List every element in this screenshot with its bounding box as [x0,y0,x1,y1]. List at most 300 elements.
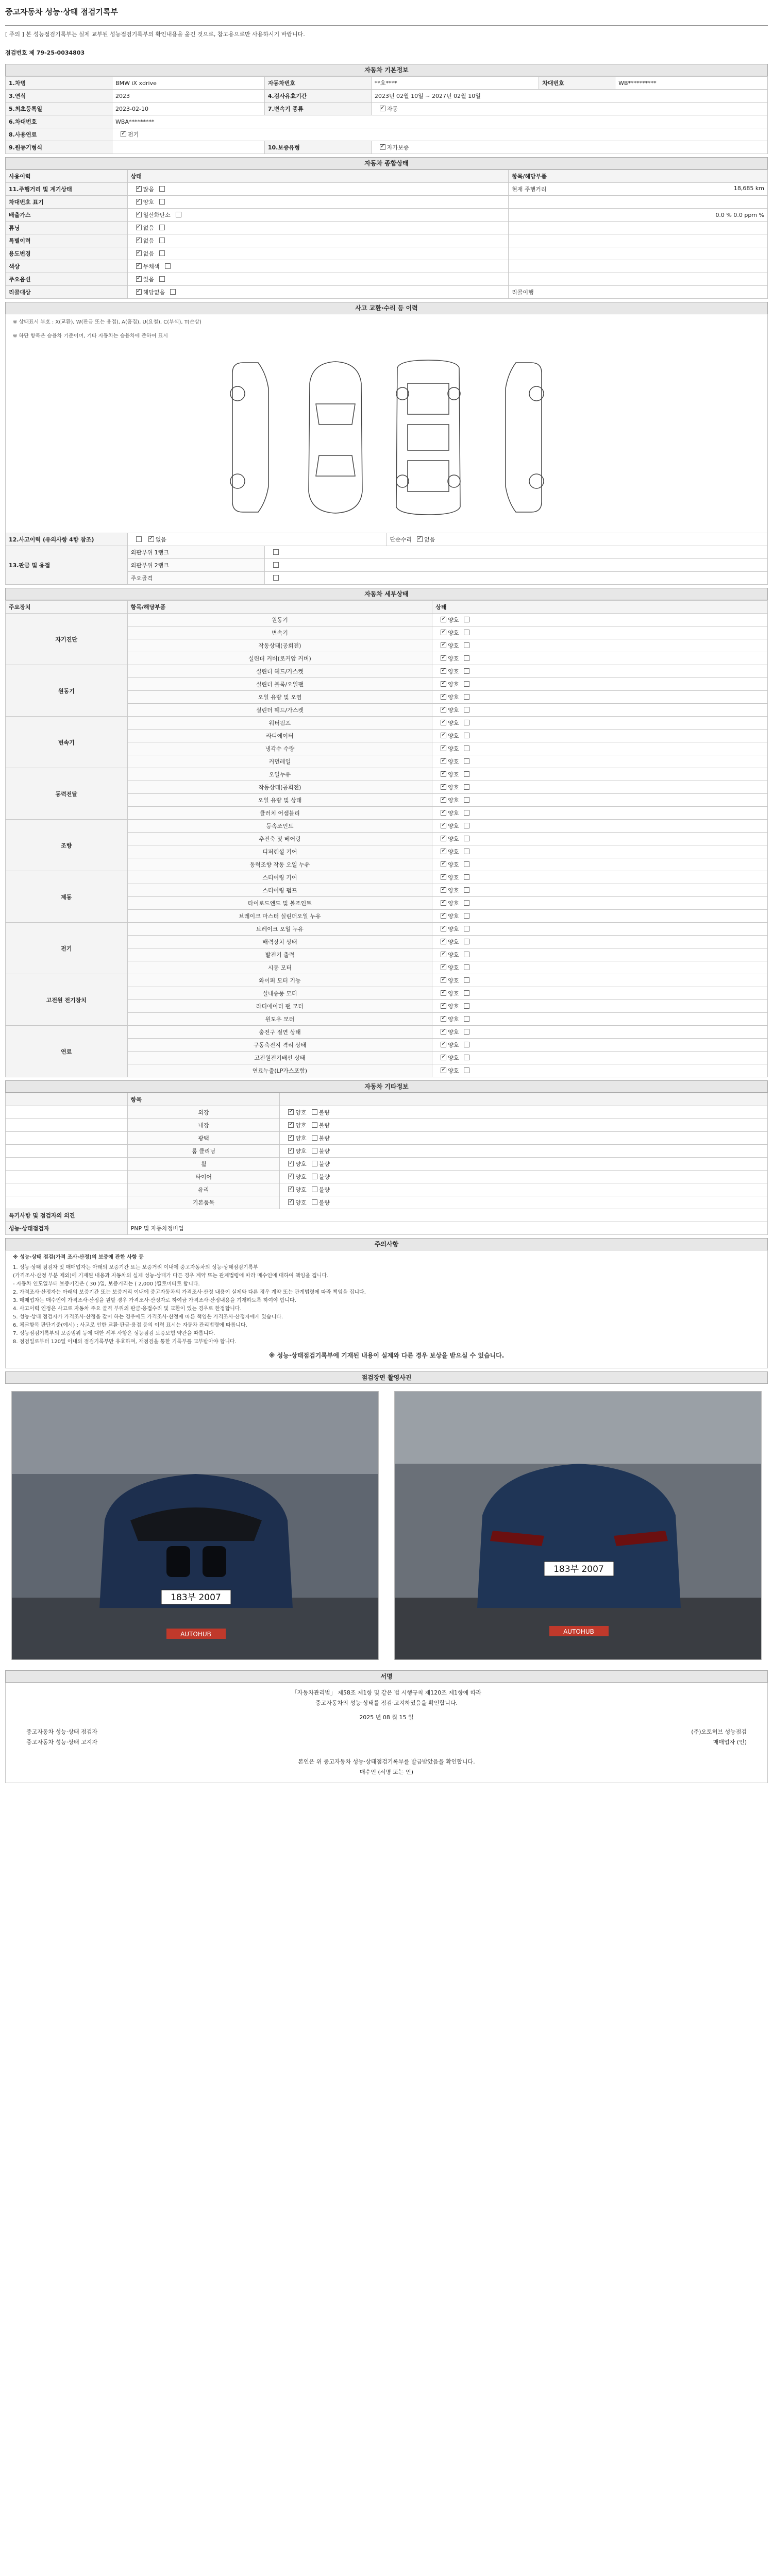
other-row-label: 유리 [127,1183,280,1196]
detail-good-checkbox[interactable] [441,758,446,764]
plate-value: **호**** [371,77,539,90]
detail-bad-checkbox[interactable] [464,758,469,764]
detail-group-label: 변속기 [6,717,128,768]
front-lift-brand: AUTOHUB [180,1631,211,1638]
detail-state-value: 양호 [448,849,459,855]
detail-item-label: 냉각수 수량 [127,742,432,755]
detail-bad-checkbox[interactable] [464,926,469,931]
notice-line: 6. 체크항목 판단기준(예시) : 사고로 인한 교환·판금·용접 등의 이력 표시는 자동차 관리법령에 따릅니다. [13,1323,247,1328]
detail-row [6,717,768,730]
other-good-value: 양호 [295,1122,307,1129]
detail-good-checkbox[interactable] [441,964,446,970]
general-row [6,247,768,260]
detail-bad-checkbox[interactable] [464,849,469,854]
detail-item-label: 추진축 및 베어링 [127,833,432,845]
general-row-checkbox[interactable] [136,225,142,230]
rank1-checkbox[interactable] [273,549,279,555]
detail-state-value: 양호 [448,1029,459,1036]
detail-bad-checkbox[interactable] [464,861,469,867]
detail-good-checkbox[interactable] [441,1003,446,1009]
detail-good-checkbox[interactable] [441,939,446,944]
outer-rank-2-label: 외판부위 2랭크 [127,559,264,572]
detail-item-label: 브레이크 오일 누유 [127,923,432,936]
rear-photo [394,1391,762,1660]
detail-bad-checkbox[interactable] [464,1055,469,1060]
accident-history-label: 12.사고이력 (유의사항 4항 참조) [6,533,128,546]
other-row [6,1183,768,1196]
detail-good-checkbox[interactable] [441,1016,446,1022]
detail-bad-checkbox[interactable] [464,874,469,880]
detail-state-value: 양호 [448,771,459,778]
accident-yes-checkbox[interactable] [136,536,142,542]
special-notes-label: 특기사항 및 점검자의 의견 [6,1209,128,1222]
detail-row [6,768,768,781]
warranty-label: 10.보증유형 [264,141,371,154]
inspection-validity-label: 4.검사유효기간 [264,90,371,103]
section-notices: 주의사항 [5,1238,768,1250]
inspector-sign-value: (주)오토허브 성능점검 [691,1728,747,1735]
car-top-view [309,362,362,513]
detail-item-label: 배력장치 상태 [127,936,432,948]
detail-good-checkbox[interactable] [441,887,446,893]
detail-bad-checkbox[interactable] [464,630,469,635]
other-info-table [5,1093,768,1235]
basic-info-table [5,76,768,154]
other-row-label: 휠 [127,1158,280,1171]
detail-bad-checkbox[interactable] [464,1016,469,1022]
other-good-checkbox[interactable] [288,1161,294,1166]
detail-item-label: 변속기 [127,626,432,639]
signature-line-1: 「자동차관리법」 제58조 제1항 및 같은 법 시행규칙 제120조 제1항에 따라 [291,1689,482,1696]
other-row [6,1196,768,1209]
accident-legend-1: ※ 상태표시 부호 : X(교환), W(판금 또는 용접), A(흠집), U(요철), C(부식), T(손상) [13,319,201,325]
detail-bad-checkbox[interactable] [464,720,469,725]
rank2-checkbox[interactable] [273,562,279,568]
buyer-confirm: 본인은 위 중고자동차 성능·상태점검기록부를 발급받았음을 확인합니다. [298,1758,475,1765]
section-photos: 점검장면 촬영사진 [5,1371,768,1384]
detail-state-value: 양호 [448,964,459,971]
detail-item-label: 시동 모터 [127,961,432,974]
vin-value: WB********** [615,77,768,90]
detail-item-label: 연료누출(LP가스포함) [127,1064,432,1077]
detail-state-value: 양호 [448,694,459,701]
other-good-checkbox[interactable] [288,1148,294,1154]
detail-good-checkbox[interactable] [441,630,446,635]
general-row-checkbox-alt[interactable] [159,199,165,205]
car-frame-view [396,360,460,515]
detail-bad-checkbox[interactable] [464,990,469,996]
detail-good-checkbox[interactable] [441,926,446,931]
detail-bad-checkbox[interactable] [464,977,469,983]
detail-item-label: 발전기 출력 [127,948,432,961]
other-bad-value: 불량 [318,1187,330,1193]
signature-block [5,1683,768,1783]
detail-item-label: 충전구 절연 상태 [127,1026,432,1039]
notice-line: 3. 매매업자는 매수인이 가격조사·산정을 원할 경우 가격조사·산정자로 하여금 가격조사·산정내용을 기재하도록 하여야 합니다. [13,1298,296,1303]
detail-good-checkbox[interactable] [441,849,446,854]
detail-state-value: 양호 [448,977,459,984]
fuel-checkbox[interactable] [121,131,126,137]
detail-state-value: 양호 [448,617,459,623]
general-row [6,209,768,222]
detail-good-checkbox[interactable] [441,1067,446,1073]
detail-item-label: 오일누유 [127,768,432,781]
detail-good-checkbox[interactable] [441,1029,446,1035]
general-row-checkbox-alt[interactable] [159,276,165,282]
detail-state-value: 양호 [448,655,459,662]
detail-item-label: 원동기 [127,614,432,626]
front-plate-text: 183부 2007 [171,1592,221,1603]
detail-item-label: 클러치 어셈블리 [127,807,432,820]
general-row-checkbox[interactable] [136,263,142,269]
detail-bad-checkbox[interactable] [464,1003,469,1009]
first-reg-label: 5.최초등록일 [6,103,112,115]
general-row-value: 18,685 km [733,185,764,192]
detail-state-value: 양호 [448,926,459,933]
year-value: 2023 [112,90,265,103]
general-row-label: 주요옵션 [6,273,128,286]
detail-good-checkbox[interactable] [441,617,446,622]
detail-good-checkbox[interactable] [441,707,446,713]
transmission-checkbox[interactable] [380,106,385,111]
detail-bad-checkbox[interactable] [464,745,469,751]
other-good-checkbox[interactable] [288,1199,294,1205]
detail-bad-checkbox[interactable] [464,784,469,790]
detail-bad-checkbox[interactable] [464,681,469,687]
detail-condition-table [5,600,768,1077]
detail-state-value: 양호 [448,797,459,804]
other-good-checkbox[interactable] [288,1135,294,1141]
general-row-label: 11.주행거리 및 계기상태 [6,183,128,196]
other-good-value: 양호 [295,1199,307,1206]
detail-group-label: 연료 [6,1026,128,1077]
detail-item-label: 오일 유량 및 상태 [127,794,432,807]
detail-bad-checkbox[interactable] [464,810,469,816]
detail-good-checkbox[interactable] [441,977,446,983]
detail-item-label: 동력조향 작동 오일 누유 [127,858,432,871]
other-good-checkbox[interactable] [288,1109,294,1115]
detail-good-checkbox[interactable] [441,900,446,906]
detail-item-label: 등속조인트 [127,820,432,833]
detail-col-device: 주요장치 [6,601,128,614]
detail-state-value: 양호 [448,823,459,829]
notice-line: 8. 점검일로부터 120일 이내의 점검기록부만 유효하며, 재점검을 통한 기록부를 교부받아야 합니다. [13,1339,237,1345]
detail-bad-checkbox[interactable] [464,642,469,648]
notice-title: ※ 성능·상태 점검(가격 조사·산정)의 보증에 관한 사항 등 [13,1255,144,1260]
general-row [6,183,768,196]
general-row-checkbox[interactable] [136,186,142,192]
warranty-value: 자가보증 [386,144,409,151]
detail-bad-checkbox[interactable] [464,900,469,906]
other-col-item: 항목 [127,1093,280,1106]
general-row-label: 색상 [6,260,128,273]
detail-bad-checkbox[interactable] [464,707,469,713]
other-good-checkbox[interactable] [288,1187,294,1192]
warranty-checkbox[interactable] [380,144,385,150]
detail-bad-checkbox[interactable] [464,964,469,970]
special-notes-value [127,1209,767,1222]
detail-group-label: 동력전달 [6,768,128,820]
general-row-checkbox[interactable] [136,289,142,295]
signature-date: 2025 년 08 월 15 일 [359,1714,414,1721]
other-good-value: 양호 [295,1109,307,1116]
detail-item-label: 오일 유량 및 오염 [127,691,432,704]
plate-label: 자동차번호 [264,77,371,90]
detail-group-label: 제동 [6,871,128,923]
other-row [6,1145,768,1158]
detail-state-value: 양호 [448,900,459,907]
detail-good-checkbox[interactable] [441,694,446,700]
main-frame-label: 주요골격 [127,572,264,585]
detail-item-label: 스티어링 기어 [127,871,432,884]
reference-notice: [ 주의 ] 본 성능점검기록부는 실제 교부된 성능점검기록부의 확인내용을 옮긴 것으로, 참고용으로만 사용하시기 바랍니다. [5,31,305,38]
general-row-checkbox[interactable] [136,250,142,256]
detail-state-value: 양호 [448,1016,459,1023]
detail-state-value: 양호 [448,630,459,636]
detail-item-label: 디퍼렌셜 기어 [127,845,432,858]
detail-bad-checkbox[interactable] [464,655,469,661]
general-row-detail: 리콜이행 [512,289,534,296]
detail-bad-checkbox[interactable] [464,939,469,944]
detail-state-value: 양호 [448,733,459,739]
other-bad-value: 불량 [318,1199,330,1206]
other-row-label: 외장 [127,1106,280,1119]
detail-bad-checkbox[interactable] [464,952,469,957]
detail-state-value: 양호 [448,642,459,649]
other-bad-value: 불량 [318,1109,330,1116]
general-row-checkbox[interactable] [136,238,142,243]
detail-item-label: 실내송풍 모터 [127,987,432,1000]
notice-block [5,1250,768,1368]
other-bad-checkbox[interactable] [312,1174,317,1179]
detail-bad-checkbox[interactable] [464,1029,469,1035]
detail-good-checkbox[interactable] [441,784,446,790]
detail-bad-checkbox[interactable] [464,836,469,841]
detail-good-checkbox[interactable] [441,642,446,648]
detail-good-checkbox[interactable] [441,745,446,751]
detail-good-checkbox[interactable] [441,1055,446,1060]
other-bad-checkbox[interactable] [312,1109,317,1115]
other-good-value: 양호 [295,1187,307,1193]
general-row-state: 없음 [143,250,154,257]
other-bad-checkbox[interactable] [312,1161,317,1166]
car-left-side [230,363,268,512]
detail-state-value: 양호 [448,939,459,945]
car-diagram-area [5,342,768,533]
other-bad-checkbox[interactable] [312,1148,317,1154]
general-row-checkbox-alt[interactable] [159,250,165,256]
detail-item-label: 실린더 블록/오일팬 [127,678,432,691]
other-row-label: 내장 [127,1119,280,1132]
general-row [6,196,768,209]
other-bad-value: 불량 [318,1174,330,1180]
cert-value: 79-25-0034803 [36,49,85,56]
general-col-history: 사용이력 [6,170,128,183]
detail-item-label: 구동축전지 격리 상태 [127,1039,432,1052]
other-bad-checkbox[interactable] [312,1187,317,1192]
section-other-info: 자동차 기타정보 [5,1080,768,1093]
inspector-value: PNP 및 자동차정비업 [127,1222,767,1235]
other-bad-value: 불량 [318,1135,330,1142]
engine-type-label: 9.원동기형식 [6,141,112,154]
detail-good-checkbox[interactable] [441,874,446,880]
detail-item-label: 스티어링 펌프 [127,884,432,897]
other-good-checkbox[interactable] [288,1174,294,1179]
detail-good-checkbox[interactable] [441,720,446,725]
detail-row [6,974,768,987]
general-row [6,286,768,299]
detail-row [6,665,768,678]
detail-good-checkbox[interactable] [441,952,446,957]
detail-row [6,871,768,884]
other-row [6,1171,768,1183]
detail-item-label: 작동상태(공회전) [127,639,432,652]
section-accident-history: 사고 교환·수리 등 이력 [5,302,768,314]
general-row-checkbox-alt[interactable] [176,212,181,217]
detail-row [6,923,768,936]
detail-state-value: 양호 [448,887,459,894]
detail-bad-checkbox[interactable] [464,887,469,893]
detail-good-checkbox[interactable] [441,913,446,919]
detail-good-checkbox[interactable] [441,668,446,674]
detail-state-value: 양호 [448,784,459,791]
general-row-checkbox[interactable] [136,276,142,282]
inspection-record-page [5,0,768,1783]
accident-no-checkbox[interactable] [148,536,154,542]
detail-item-label: 실린더 헤드/가스켓 [127,665,432,678]
detail-good-checkbox[interactable] [441,681,446,687]
notice-line: 1. 성능·상태 점검자 및 매매업자는 아래의 보증기간 또는 보증거리 이내에 중고자동차의 성능·상태점검기록부 [13,1265,258,1270]
section-general-condition: 자동차 종합상태 [5,157,768,170]
chassis-label: 6.차대번호 [6,115,112,128]
detail-good-checkbox[interactable] [441,836,446,841]
notice-line: 5. 성능·상태 점검자가 가격조사·산정을 같이 하는 경우에도 가격조사·산정에 따른 책임은 가격조사·산정자에게 있습니다. [13,1314,283,1320]
other-row [6,1106,768,1119]
detail-state-value: 양호 [448,836,459,842]
certificate-number [5,46,768,61]
detail-state-value: 양호 [448,874,459,881]
other-row [6,1132,768,1145]
general-row-checkbox-alt[interactable] [170,289,176,295]
detail-row [6,820,768,833]
general-row-checkbox-alt[interactable] [159,225,165,230]
general-row-state: 일산화탄소 [143,212,171,218]
detail-bad-checkbox[interactable] [464,733,469,738]
general-row-checkbox-alt[interactable] [159,186,165,192]
cert-label: 점검번호 제 [5,49,35,56]
other-good-checkbox[interactable] [288,1122,294,1128]
detail-good-checkbox[interactable] [441,771,446,777]
detail-state-value: 양호 [448,1055,459,1061]
general-row-state: 많음 [143,186,154,193]
general-row-checkbox[interactable] [136,212,142,217]
detail-item-label: 타이로드엔드 및 볼조인트 [127,897,432,910]
chassis-value: WBA********* [112,115,768,128]
car-name-value: BMW iX xdrive [112,77,265,90]
car-name-label: 1.차명 [6,77,112,90]
other-row-label: 광택 [127,1132,280,1145]
detail-item-label: 와이퍼 모터 기능 [127,974,432,987]
detail-item-label: 라디에이터 팬 모터 [127,1000,432,1013]
general-row-value: 0.0 % 0.0 ppm % [715,211,764,218]
detail-state-value: 양호 [448,913,459,920]
general-row-label: 차대번호 표기 [6,196,128,209]
detail-col-item: 항목/해당부품 [127,601,432,614]
detail-bad-checkbox[interactable] [464,1042,469,1047]
detail-good-checkbox[interactable] [441,733,446,738]
detail-bad-checkbox[interactable] [464,694,469,700]
detail-good-checkbox[interactable] [441,810,446,816]
detail-good-checkbox[interactable] [441,823,446,828]
general-row-checkbox[interactable] [136,199,142,205]
other-good-value: 양호 [295,1148,307,1155]
year-label: 3.연식 [6,90,112,103]
detail-good-checkbox[interactable] [441,655,446,661]
general-col-item: 항목/해당부품 [509,170,768,183]
detail-item-label: 실린더 커버(로커암 커버) [127,652,432,665]
simple-repair-checkbox[interactable] [417,536,423,542]
detail-good-checkbox[interactable] [441,990,446,996]
fuel-label: 8.사용연료 [6,128,112,141]
other-row [6,1158,768,1171]
detail-state-value: 양호 [448,1003,459,1010]
detail-bad-checkbox[interactable] [464,913,469,919]
other-good-value: 양호 [295,1161,307,1167]
other-bad-checkbox[interactable] [312,1122,317,1128]
detail-good-checkbox[interactable] [441,1042,446,1047]
section-basic-info: 자동차 기본정보 [5,64,768,76]
detail-bad-checkbox[interactable] [464,771,469,777]
detail-group-label: 전기 [6,923,128,974]
general-row-label: 튜닝 [6,222,128,234]
first-reg-value: 2023-02-10 [112,103,265,115]
detail-item-label: 워터펌프 [127,717,432,730]
general-row-checkbox-alt[interactable] [159,238,165,243]
detail-bad-checkbox[interactable] [464,823,469,828]
buyer-sign: 매수인 (서명 또는 인) [359,1769,414,1775]
other-bad-checkbox[interactable] [312,1135,317,1141]
general-row-label: 리콜대상 [6,286,128,299]
detail-bad-checkbox[interactable] [464,668,469,674]
general-row-checkbox-alt[interactable] [165,263,171,269]
general-row-detail: 현재 주행거리 [512,186,547,193]
other-good-value: 양호 [295,1174,307,1180]
general-row-label: 배출가스 [6,209,128,222]
other-row-label: 타이어 [127,1171,280,1183]
detail-group-label: 조향 [6,820,128,871]
general-row-label: 용도변경 [6,247,128,260]
accident-history-value: 없음 [155,536,166,543]
detail-good-checkbox[interactable] [441,861,446,867]
document-title: 중고자동차 성능·상태 점검기록부 [5,0,768,26]
detail-bad-checkbox[interactable] [464,1067,469,1073]
detail-bad-checkbox[interactable] [464,617,469,622]
general-row-state: 없음 [143,225,154,231]
notice-line: (가격조사·산정 부분 제외)에 기재된 내용과 자동차의 실제 성능·상태가 다른 경우 계약 또는 관계법령에 따라 매수인에 대하여 책임을 집니다. [13,1273,329,1279]
section-signature: 서명 [5,1670,768,1683]
other-bad-checkbox[interactable] [312,1199,317,1205]
notice-line: - 자동차 인도일부터 보증기간은 ( 30 )일, 보증거리는 ( 2,000 )킬로미터로 합니다. [13,1281,200,1287]
detail-state-value: 양호 [448,720,459,726]
detail-item-label: 브레이크 마스터 실린더오일 누유 [127,910,432,923]
detail-item-label: 윈도우 모터 [127,1013,432,1026]
detail-item-label: 실린더 헤드/가스켓 [127,704,432,717]
main-frame-checkbox[interactable] [273,575,279,581]
transmission-value: 자동 [386,106,398,112]
detail-good-checkbox[interactable] [441,797,446,803]
general-row-state: 해당없음 [143,289,165,296]
detail-bad-checkbox[interactable] [464,797,469,803]
